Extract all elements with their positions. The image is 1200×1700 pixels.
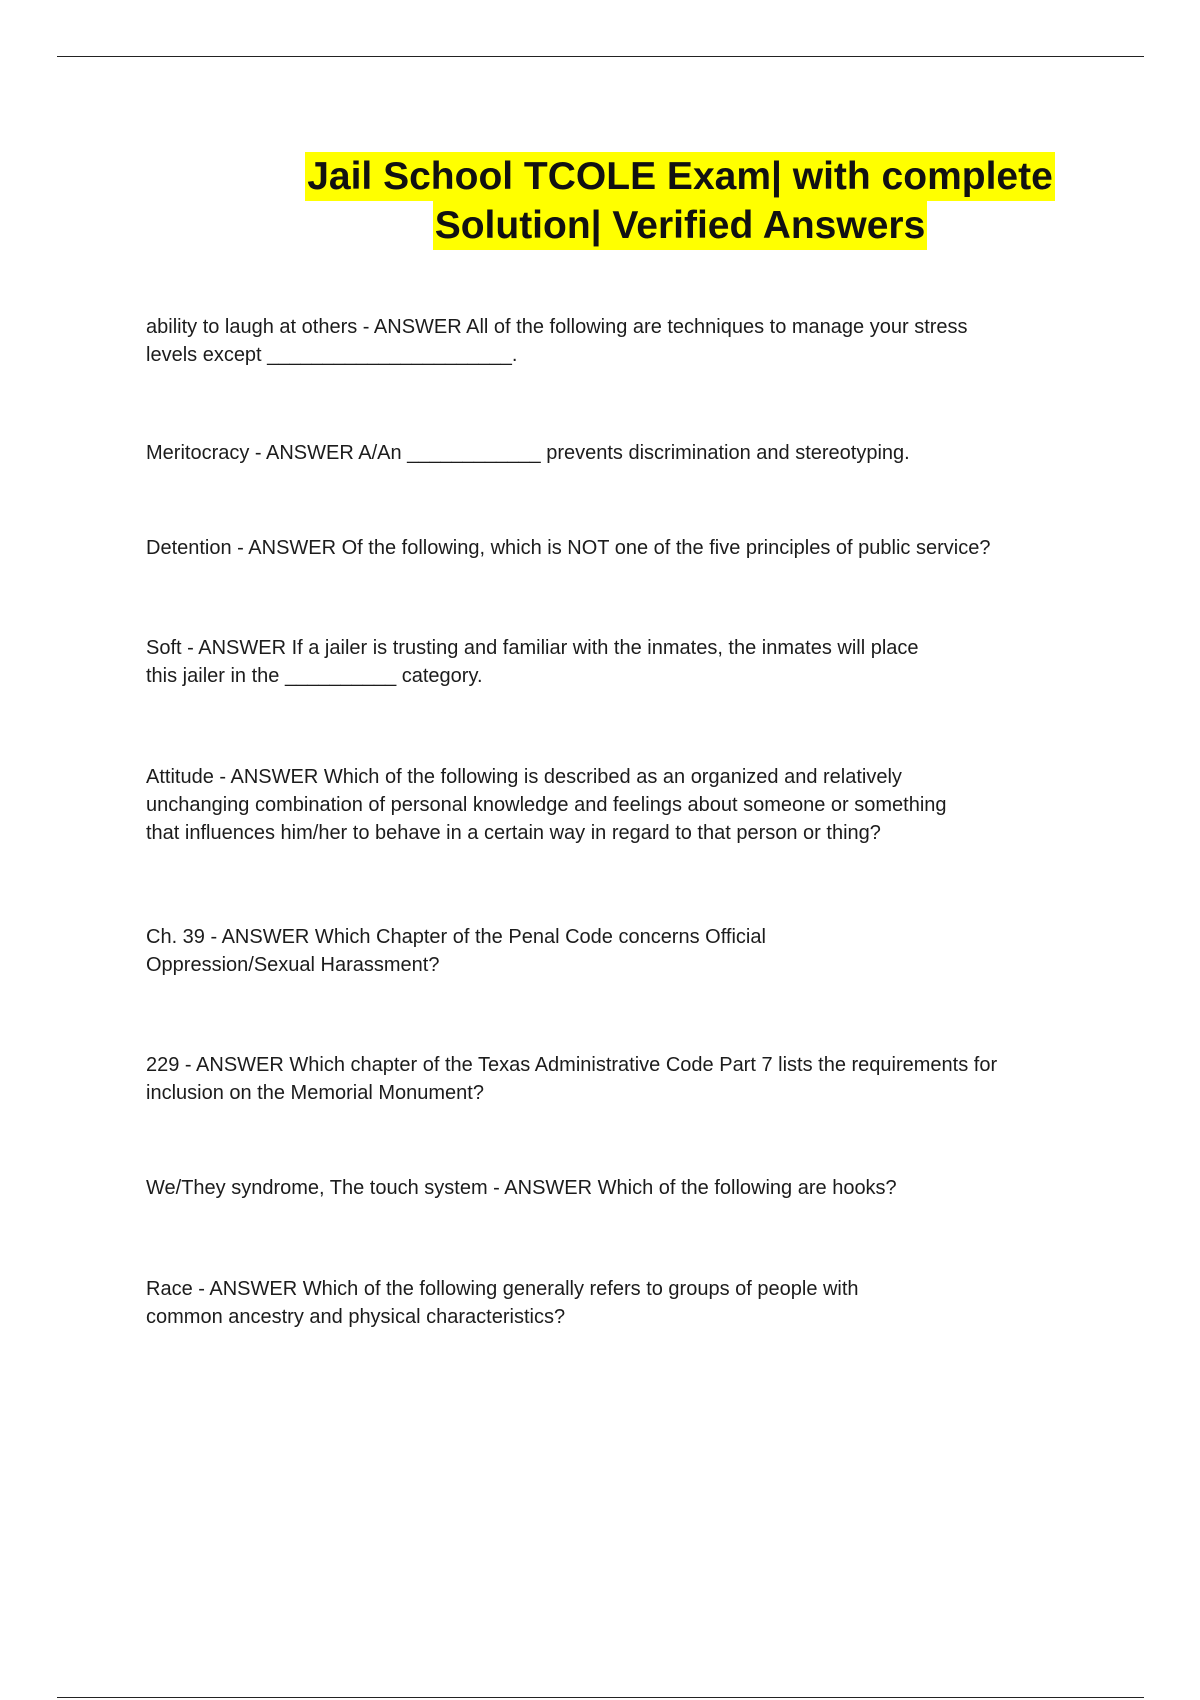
qa-item-meritocracy: [146, 439, 1106, 467]
qa-line: We/They syndrome, The touch system - ANSWER Which of the following are hooks?: [146, 1177, 897, 1199]
top-rule: [57, 56, 1144, 57]
qa-line: 229 - ANSWER Which chapter of the Texas Administrative Code Part 7 lists the requirements for: [146, 1054, 998, 1076]
title-line-1: Jail School TCOLE Exam| with complete: [305, 152, 1055, 201]
qa-line: Soft - ANSWER If a jailer is trusting and familiar with the inmates, the inmates will place: [146, 637, 919, 659]
qa-item-race: [146, 1275, 1106, 1331]
qa-line: inclusion on the Memorial Monument?: [146, 1082, 484, 1104]
qa-item-soft: [146, 634, 1106, 690]
qa-line: Meritocracy - ANSWER A/An ____________ prevents discrimination and stereotyping.: [146, 442, 910, 464]
qa-line: Detention - ANSWER Of the following, which is NOT one of the five principles of public service?: [146, 537, 991, 559]
qa-item-ch39: [146, 923, 1106, 979]
qa-line: common ancestry and physical characteristics?: [146, 1306, 566, 1328]
qa-line: that influences him/her to behave in a certain way in regard to that person or thing?: [146, 822, 881, 844]
document-title: [240, 152, 1120, 250]
qa-item-attitude: [146, 763, 1106, 847]
qa-item-229: [146, 1051, 1106, 1107]
qa-line: Oppression/Sexual Harassment?: [146, 954, 440, 976]
qa-item-detention: [146, 534, 1106, 562]
title-line-2: Solution| Verified Answers: [433, 201, 928, 250]
qa-line: ability to laugh at others - ANSWER All of the following are techniques to manage your stress: [146, 316, 968, 338]
qa-line: levels except ______________________.: [146, 344, 518, 366]
qa-line: this jailer in the __________ category.: [146, 665, 483, 687]
qa-line: Attitude - ANSWER Which of the following is described as an organized and relatively: [146, 766, 902, 788]
qa-item-stress: [146, 313, 1106, 369]
qa-line: unchanging combination of personal knowledge and feelings about someone or something: [146, 794, 947, 816]
qa-line: Race - ANSWER Which of the following generally refers to groups of people with: [146, 1278, 859, 1300]
bottom-rule: [57, 1697, 1144, 1698]
qa-item-hooks: [146, 1174, 1106, 1202]
qa-line: Ch. 39 - ANSWER Which Chapter of the Penal Code concerns Official: [146, 926, 766, 948]
